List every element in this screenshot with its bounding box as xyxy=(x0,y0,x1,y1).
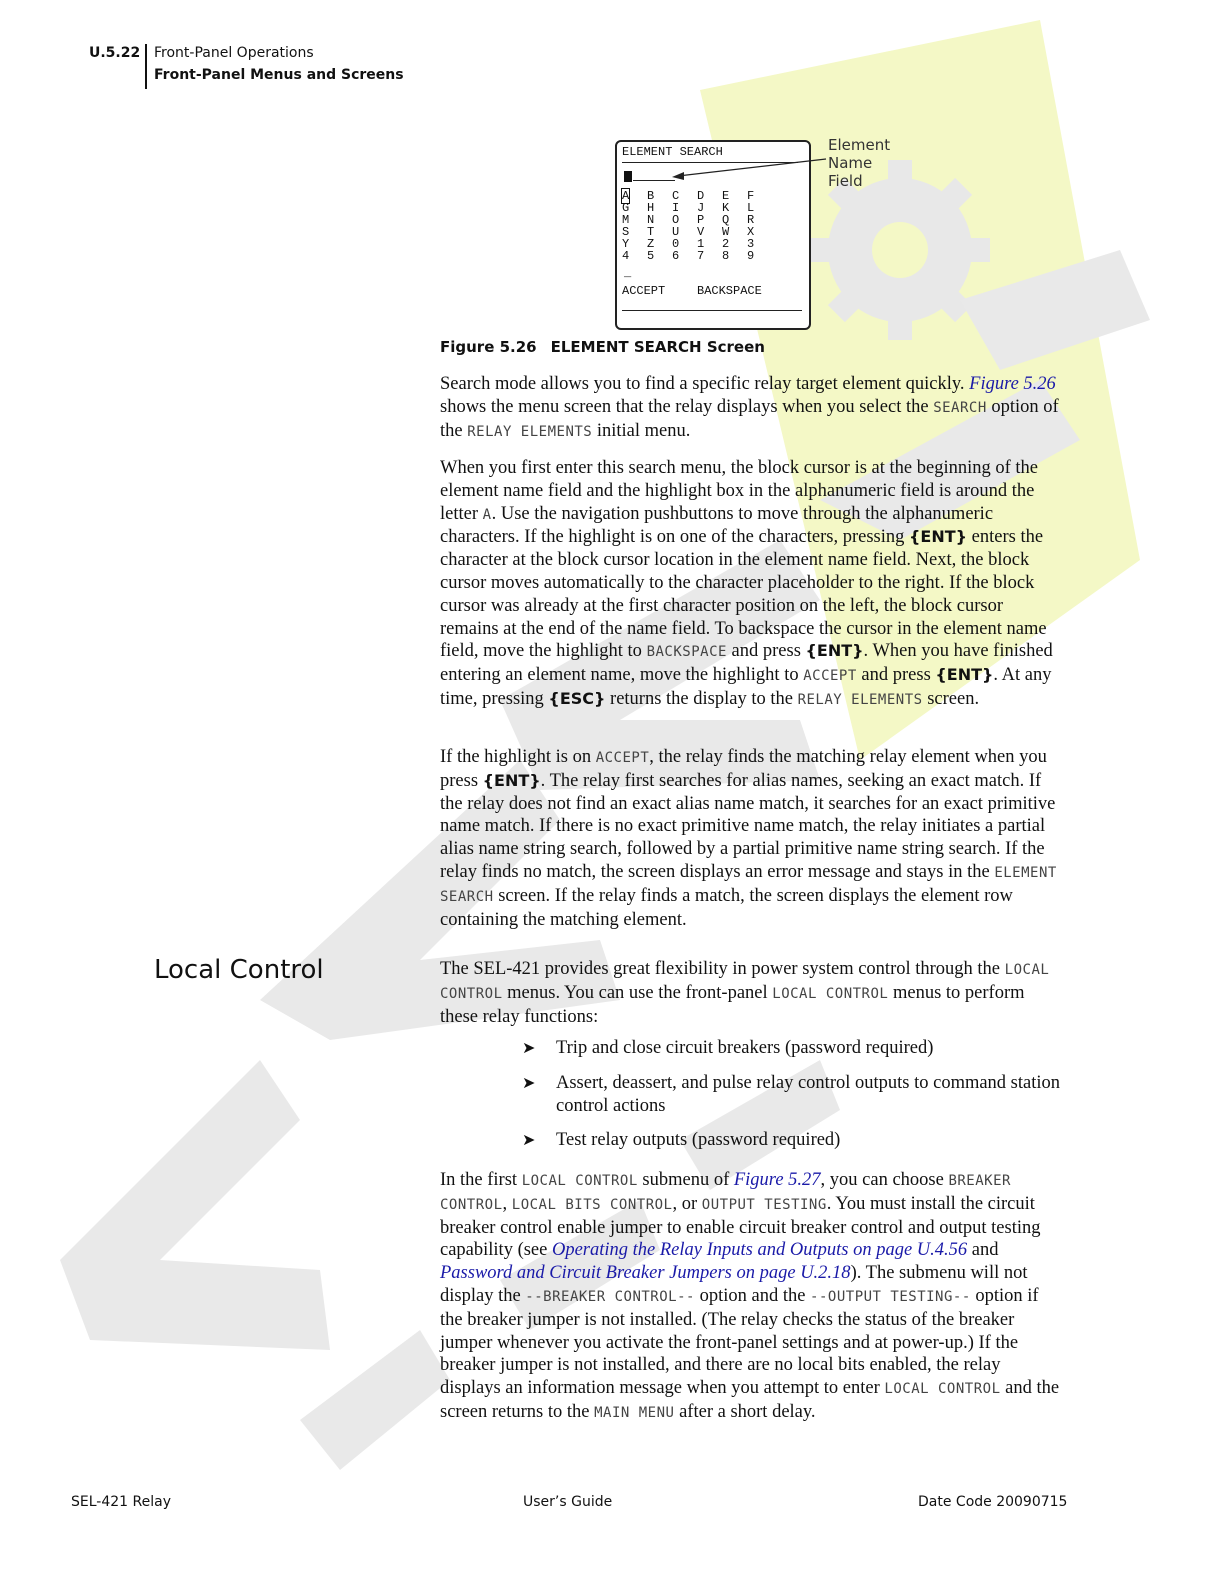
callout-label xyxy=(828,136,890,190)
grid-char-text: 1 xyxy=(697,237,705,251)
grid-char-text: M xyxy=(622,213,630,227)
menu-breaker-control: BREAKER CONTROL xyxy=(440,1173,1011,1213)
grid-char-text: H xyxy=(647,201,655,215)
header-section: Front-Panel Operations xyxy=(154,45,314,61)
grid-char-text: U xyxy=(672,225,680,239)
footer-date-code: Date Code 20090715 xyxy=(918,1494,1068,1510)
key-ent: {ENT} xyxy=(805,641,864,661)
figure-5-27-link[interactable]: Figure 5.27 xyxy=(733,1170,821,1190)
grid-char-text: Z xyxy=(647,237,655,251)
text: returns the display to the xyxy=(610,688,793,709)
text: , the relay finds the matching relay element when you press xyxy=(440,747,1047,791)
text: . Use the navigation pushbuttons to move through the alphanumeric characters. If the highlight is on one of the characters, pressing xyxy=(440,503,994,548)
menu-output-testing: OUTPUT TESTING xyxy=(701,1196,827,1213)
menu-output-testing-option: --OUTPUT TESTING-- xyxy=(810,1288,971,1305)
figure-caption-title: ELEMENT SEARCH Screen xyxy=(550,338,765,356)
grid-char-text: K xyxy=(722,201,730,215)
grid-char-text: B xyxy=(647,189,655,203)
text: , you can choose xyxy=(820,1170,944,1190)
text: When you first enter this search menu, the block cursor is at the beginning of the element name field and the highlight box in the alphanumeric field is around the letter xyxy=(440,458,1038,524)
grid-char-text: 9 xyxy=(747,249,755,263)
menu-local-bits-control: LOCAL BITS CONTROL xyxy=(511,1196,673,1213)
arrow-bullet-icon: ➤ xyxy=(522,1072,536,1092)
grid-char-text: C xyxy=(672,189,680,203)
grid-char-text: L xyxy=(747,201,755,215)
grid-char-text: 0 xyxy=(672,237,680,251)
grid-char-text: G xyxy=(622,201,630,215)
grid-underscore: _ xyxy=(624,266,632,280)
text: initial menu. xyxy=(596,420,691,441)
grid-char-text: R xyxy=(747,213,755,227)
grid-char-text: W xyxy=(722,225,730,239)
grid-char-text: Q xyxy=(722,213,730,227)
menu-accept: ACCEPT xyxy=(803,668,857,685)
text: and press xyxy=(861,665,931,686)
backspace-option: BACKSPACE xyxy=(697,284,762,298)
grid-char-text: O xyxy=(672,213,680,227)
list-item xyxy=(522,1037,1062,1060)
grid-char-text: 4 xyxy=(622,249,630,263)
grid-char-text: A xyxy=(622,189,630,203)
password-jumpers-link[interactable]: Password and Circuit Breaker Jumpers on page U.2.18 xyxy=(440,1263,851,1284)
text: option and the xyxy=(699,1285,806,1306)
text: enters the character at the block cursor location in the element name field. Next, the block cursor moves automatically to the character placeholder to the right. If the block cursor was already at the first character position on the left, the block cursor remains at the end of the name field. To backspace the cursor in the element name field, move the highlight to xyxy=(440,527,1047,662)
menu-accept: ACCEPT xyxy=(595,750,650,766)
grid-char-text: I xyxy=(672,201,680,215)
text: Search mode allows you to find a specific relay target element quickly. xyxy=(440,374,965,394)
section-heading-local-control: Local Control xyxy=(154,955,324,985)
text: In the first xyxy=(440,1170,518,1190)
menu-local-control: LOCAL CONTROL xyxy=(884,1381,1001,1398)
grid-char-text: S xyxy=(622,225,630,239)
text: and press xyxy=(731,641,801,662)
grid-char-text: 6 xyxy=(672,249,680,263)
menu-relay-elements: RELAY ELEMENTS xyxy=(467,423,593,440)
grid-char-text: X xyxy=(747,225,755,239)
footer-product: SEL-421 Relay xyxy=(71,1494,171,1510)
text: . You must install the circuit breaker control enable jumper to enable circuit breaker control and output testing capability (see xyxy=(440,1193,1041,1261)
list-item-text: Trip and close circuit breakers (password required) xyxy=(556,1038,934,1058)
paragraph-local-control-submenu xyxy=(440,1169,1060,1425)
arrow-bullet-icon: ➤ xyxy=(522,1038,536,1057)
menu-breaker-control-option: --BREAKER CONTROL-- xyxy=(525,1288,695,1305)
grid-char-text: P xyxy=(697,213,705,227)
callout-line-2: Name xyxy=(828,154,873,172)
key-ent: {ENT} xyxy=(935,665,994,685)
text: , xyxy=(502,1193,508,1214)
operating-relay-io-link[interactable]: Operating the Relay Inputs and Outputs on page U.4.56 xyxy=(551,1240,968,1261)
grid-char-text: D xyxy=(697,189,705,203)
footer-guide: User’s Guide xyxy=(523,1494,613,1510)
text: menus to perform these relay functions: xyxy=(440,982,1025,1027)
menu-local-control: LOCAL CONTROL xyxy=(521,1173,638,1189)
figure-caption xyxy=(440,338,765,356)
text: ). The submenu will not display the xyxy=(440,1263,1028,1306)
figure-5-26-link[interactable]: Figure 5.26 xyxy=(969,374,1056,394)
text: option of the xyxy=(440,396,1059,441)
key-esc: {ESC} xyxy=(548,688,606,708)
screen-title: ELEMENT SEARCH xyxy=(622,145,723,159)
callout-line-1: Element xyxy=(828,136,891,154)
grid-char-text: E xyxy=(722,189,730,203)
text: , or xyxy=(672,1193,698,1214)
paragraph-block-cursor xyxy=(440,457,1060,712)
list-item-text: Test relay outputs (password required) xyxy=(556,1130,841,1151)
grid-char-text: T xyxy=(647,225,655,239)
key-ent: {ENT} xyxy=(482,770,541,790)
menu-backspace: BACKSPACE xyxy=(646,644,727,661)
text: shows the menu screen that the relay displays when you select the xyxy=(440,396,929,417)
grid-char-text: F xyxy=(747,189,755,203)
text: . The relay first searches for alias names, seeking an exact match. If the relay does not find an exact alias name match, it searches for an exact primitive name match. If there is no exact primitive name match, the relay initiates a partial alias name string search, followed by a partial primitive name string search. If the relay finds no match, the screen displays an error message and stays in the xyxy=(440,770,1056,882)
page-number: U.5.22 xyxy=(89,45,141,61)
grid-char-text: 2 xyxy=(722,237,730,251)
text: and xyxy=(971,1240,999,1261)
list-item xyxy=(522,1129,1062,1152)
text: and the screen returns to the xyxy=(440,1378,1060,1422)
text: . At any time, pressing xyxy=(440,665,1052,709)
text: after a short delay. xyxy=(679,1401,816,1422)
grid-char-text: N xyxy=(647,213,655,227)
grid-char-text: J xyxy=(697,201,705,215)
grid-char-text: V xyxy=(697,225,705,239)
grid-char-text: 3 xyxy=(747,237,755,251)
text: . When you have finished entering an element name, move the highlight to xyxy=(440,641,1053,686)
menu-letter-a: A xyxy=(482,506,492,523)
text: menus. You can use the front-panel xyxy=(507,982,768,1003)
paragraph-accept-search xyxy=(440,746,1060,931)
text: screen. xyxy=(927,688,980,709)
header-subsection: Front-Panel Menus and Screens xyxy=(154,67,404,83)
text: The SEL-421 provides great flexibility in power system control through the xyxy=(440,959,1001,979)
text: option if the breaker jumper is not installed. (The relay checks the status of the breaker jumper whenever you activate the front-panel settings and at power-up.) If the breaker jumper is not installed, and there are no local bits enabled, the relay displays an information message when you attempt to enter xyxy=(440,1285,1039,1399)
accept-option: ACCEPT xyxy=(622,284,666,298)
menu-search: SEARCH xyxy=(933,399,987,416)
menu-relay-elements: RELAY ELEMENTS xyxy=(797,691,923,708)
grid-char-text: 7 xyxy=(697,249,705,263)
key-ent: {ENT} xyxy=(909,527,968,547)
grid-char-text: 8 xyxy=(722,249,730,263)
grid-char-text: 5 xyxy=(647,249,655,263)
grid-char-text: Y xyxy=(622,237,630,251)
paragraph-search-mode xyxy=(440,373,1060,443)
arrow-bullet-icon: ➤ xyxy=(522,1130,536,1150)
function-list xyxy=(522,1037,1062,1164)
menu-local-control: LOCAL CONTROL xyxy=(440,962,1050,1002)
paragraph-local-control-intro xyxy=(440,958,1060,1028)
text: screen. If the relay finds a match, the screen displays the element row containing the matching element. xyxy=(440,885,1013,930)
text: If the highlight is on xyxy=(440,747,592,767)
list-item-text: Assert, deassert, and pulse relay control outputs to command station control actions xyxy=(556,1072,1061,1116)
menu-local-control: LOCAL CONTROL xyxy=(772,985,889,1002)
menu-main-menu: MAIN MENU xyxy=(594,1404,675,1421)
menu-element-search: ELEMENT SEARCH xyxy=(440,864,1057,905)
figure-caption-number: Figure 5.26 xyxy=(440,338,537,356)
text: submenu of xyxy=(642,1170,730,1190)
list-item xyxy=(522,1072,1062,1118)
callout-line-3: Field xyxy=(828,172,863,190)
